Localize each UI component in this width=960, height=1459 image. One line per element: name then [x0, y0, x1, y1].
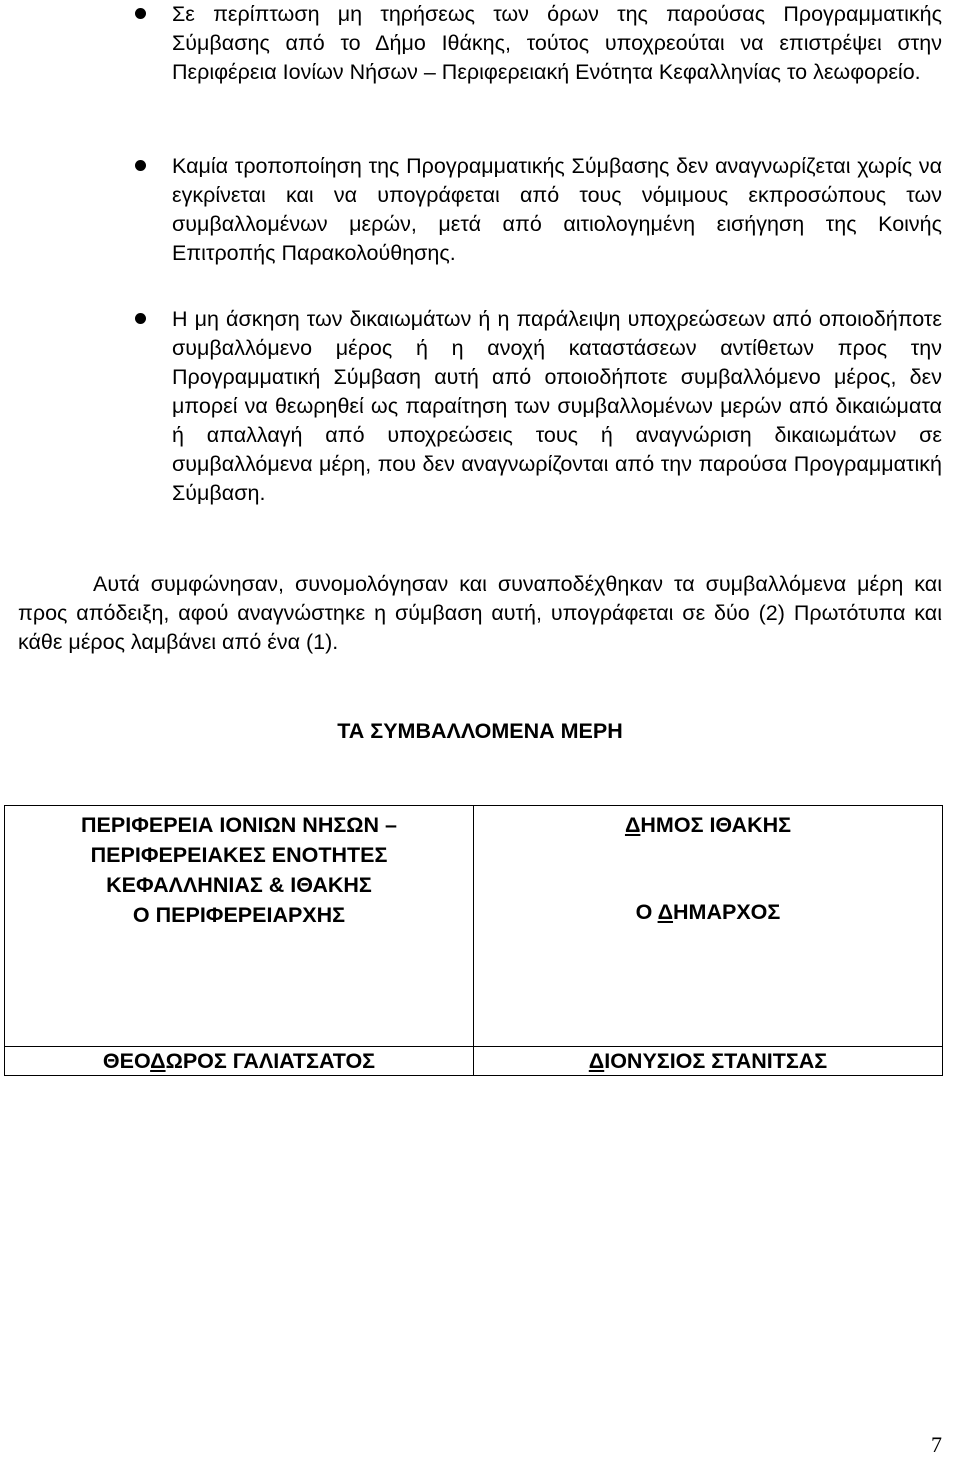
party-left-org-line: ΠΕΡΙΦΕΡΕΙΑΚΕΣ ΕΝΟΤΗΤΕΣ: [90, 843, 388, 867]
bullet-item: [172, 152, 942, 268]
signature-header-row: [5, 806, 943, 1047]
bullet-icon: [135, 313, 146, 324]
party-right-role: Ο ΔΗΜΑΡΧΟΣ: [635, 900, 781, 924]
bullet-text: Καμία τροποποίηση της Προγραμματικής Σύμβασης δεν αναγνωρίζεται χωρίς να εγκρίνεται και να υπογράφεται από τους νόμιμους εκπροσώπους των συμβαλλομένων μερών, μετά από αιτιολογημένη εισήγηση της Κοινής Επιτροπής Παρακολούθησης.: [172, 154, 942, 265]
signature-table: [4, 805, 943, 1076]
page-number: 7: [931, 1432, 942, 1457]
bullet-item: [172, 305, 942, 508]
party-left-cell: [5, 806, 474, 1047]
section-title: ΤΑ ΣΥΜΒΑΛΛΟΜΕΝΑ ΜΕΡΗ: [337, 719, 623, 743]
closing-paragraph: Αυτά συμφώνησαν, συνομολόγησαν και συναποδέχθηκαν τα συμβαλλόμενα μέρη και προς απόδειξη, αφού αναγνώστηκε η σύμβαση αυτή, υπογράφεται σε δύο (2) Πρωτότυπα και κάθε μέρος λαμβάνει από ένα (1).: [18, 572, 942, 654]
party-left-role: Ο ΠΕΡΙΦΕΡΕΙΑΡΧΗΣ: [132, 903, 346, 927]
party-left-org-line: ΚΕΦΑΛΛΗΝΙΑΣ & ΙΘΑΚΗΣ: [106, 873, 372, 897]
party-left-name: ΘΕΟΔΩΡΟΣ ΓΑΛΙΑΤΣΑΤΟΣ: [5, 1047, 474, 1076]
party-left-org-line: ΠΕΡΙΦΕΡΕΙΑ ΙΟΝΙΩΝ ΝΗΣΩΝ –: [81, 813, 397, 837]
bullet-text: Σε περίπτωση μη τηρήσεως των όρων της παρούσας Προγραμματικής Σύμβασης από το Δήμο Ιθάκης, τούτος υποχρεούται να επιστρέψει στην Περιφέρεια Ιονίων Νήσων – Περιφερειακή Ενότητα Κεφαλληνίας το λεωφορείο.: [172, 2, 942, 84]
bullet-text: Η μη άσκηση των δικαιωμάτων ή η παράλειψη υποχρεώσεων από οποιοδήποτε συμβαλλόμενο μέρος ή η ανοχή καταστάσεων αντίθετων προς την Προγραμματική Σύμβαση αυτή από οποιοδήποτε συμβαλλόμενο μέρος, δεν μπορεί να θεωρηθεί ως παραίτηση των συμβαλλομένων μερών από δικαιώματα ή απαλλαγή από υποχρεώσεις τους ή αναγνώριση δικαιωμάτων σε συμβαλλόμενα μέρη, που δεν αναγνωρίζονται από την παρούσα Προγραμματική Σύμβαση.: [172, 307, 942, 505]
bullet-item: [172, 0, 942, 87]
bullet-icon: [135, 8, 146, 19]
party-right-cell: [474, 806, 943, 1047]
party-right-name: ΔΙΟΝΥΣΙΟΣ ΣΤΑΝΙΤΣΑΣ: [474, 1047, 943, 1076]
party-right-org: ΔΗΜΟΣ ΙΘΑΚΗΣ: [624, 813, 792, 837]
bullet-icon: [135, 160, 146, 171]
signature-name-row: [5, 1047, 943, 1076]
